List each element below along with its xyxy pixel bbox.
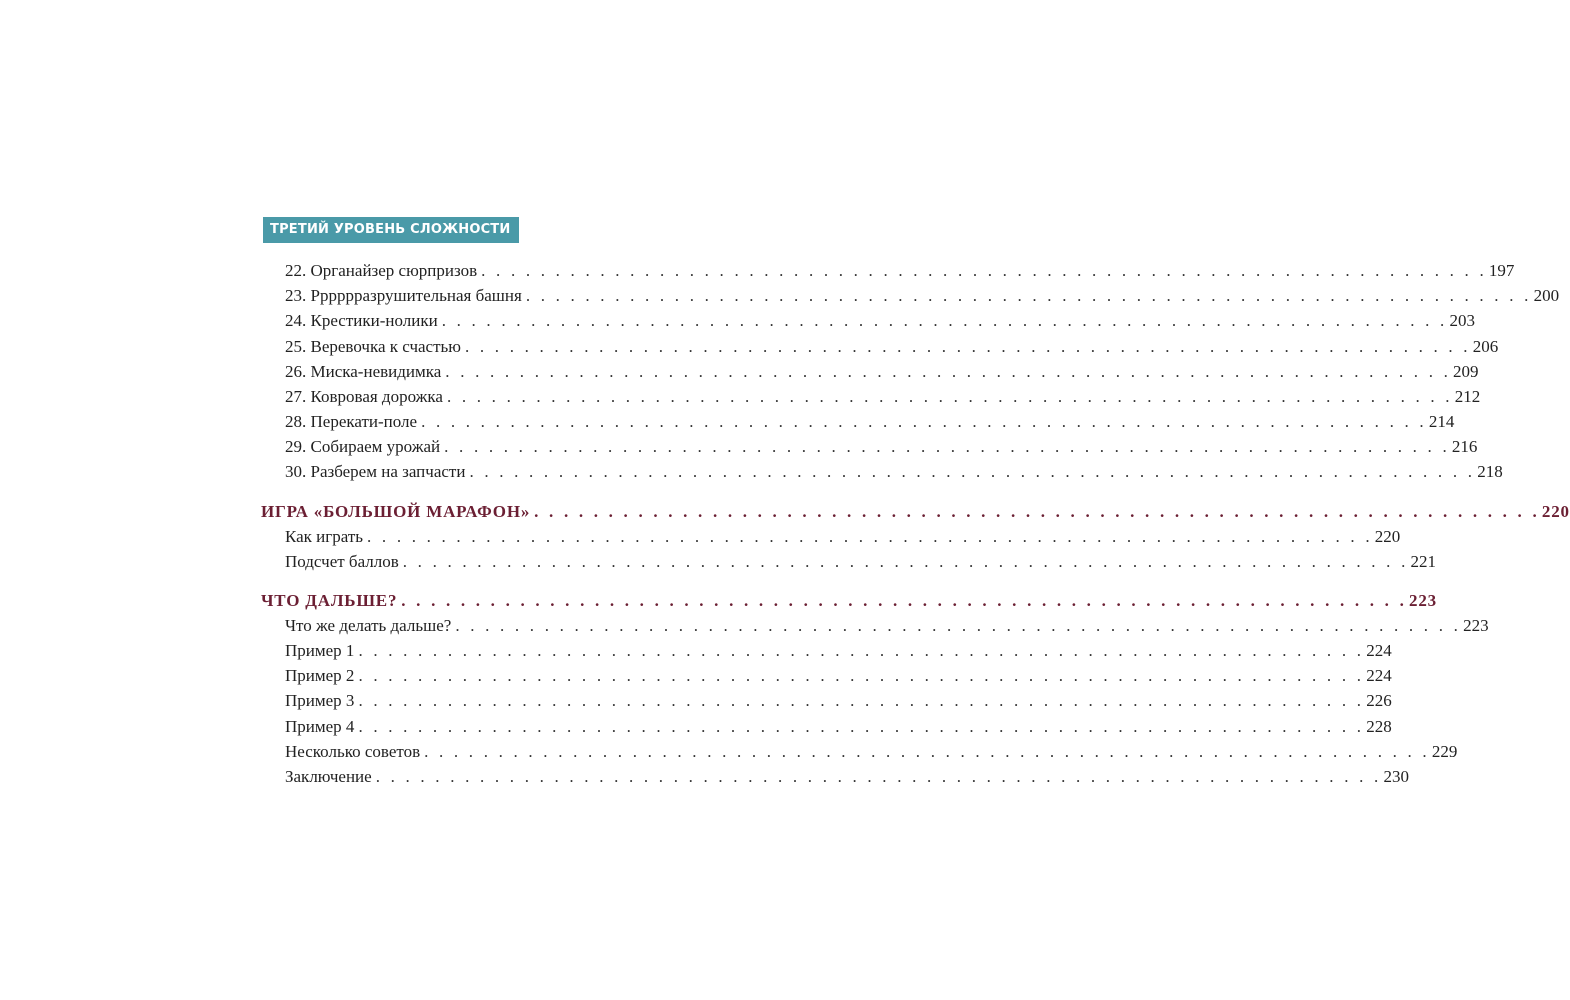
toc-section-page: 223 (1409, 591, 1437, 610)
toc-section-marathon[interactable] (261, 500, 1570, 524)
toc-item[interactable] (285, 259, 1515, 283)
toc-section-page: 220 (1541, 502, 1570, 521)
toc-item-label: Пример 2 (285, 666, 355, 685)
toc-section-title: ИГРА «БОЛЬШОЙ МАРАФОН» (261, 502, 531, 521)
leader-dots: . . . . . . . . . . . . . . . . . . . . . . . . . . . . . . . . . . . . . . . . . . . . . . . . . . . . . . . . . . . . . . . . . . . . (358, 717, 1365, 736)
leader-dots: . . . . . . . . . . . . . . . . . . . . . . . . . . . . . . . . . . . . . . . . . . . . . . . . . . . . . . . . . . . . . . . . . . . . (402, 552, 1409, 571)
toc-item-page: 197 (1488, 261, 1515, 280)
toc-item-page: 218 (1477, 462, 1503, 481)
toc-item[interactable] (285, 740, 1458, 764)
leader-dots: . . . . . . . . . . . . . . . . . . . . . . . . . . . . . . . . . . . . . . . . . . . . . . . . . . . . . . . . . . . . . . . . . . . . (481, 261, 1487, 280)
toc-item-label: 28. Перекати-поле (285, 412, 418, 431)
toc-item-page: 220 (1374, 527, 1401, 546)
toc-item[interactable] (285, 550, 1437, 574)
leader-dots: . . . . . . . . . . . . . . . . . . . . . . . . . . . . . . . . . . . . . . . . . . . . . . . . . . . . . . . . . . . . . . . . . . . . (465, 337, 1471, 356)
toc-item-page: 226 (1366, 691, 1392, 710)
toc-item-label: Заключение (285, 767, 372, 786)
leader-dots: . . . . . . . . . . . . . . . . . . . . . . . . . . . . . . . . . . . . . . . . . . . . . . . . . . . . . . . . . . . . . . . . . . . . (375, 767, 1382, 786)
leader-dots: . . . . . . . . . . . . . . . . . . . . . . . . . . . . . . . . . . . . . . . . . . . . . . . . . . . . . . . . . . . . . . . . . . . . (441, 311, 1448, 330)
leader-dots: . . . . . . . . . . . . . . . . . . . . . . . . . . . . . . . . . . . . . . . . . . . . . . . . . . . . . . . . . . . . . . . . . . . . (421, 412, 1427, 431)
toc-item-page: 203 (1449, 311, 1475, 330)
toc-item[interactable] (285, 689, 1392, 713)
toc-item-page: 224 (1366, 666, 1392, 685)
toc-section-next[interactable] (261, 589, 1437, 613)
toc-item-label: 23. Рррррразрушительная башня (285, 286, 522, 305)
toc-item-label: 25. Веревочка к счастью (285, 337, 461, 356)
toc-item[interactable] (285, 765, 1409, 789)
toc-item[interactable] (285, 460, 1503, 484)
leader-dots: . . . . . . . . . . . . . . . . . . . . . . . . . . . . . . . . . . . . . . . . . . . . . . . . . . . . . . . . . . . . . . . . . . . . (445, 362, 1452, 381)
toc-item-page: 212 (1454, 387, 1481, 406)
toc-item-label: Пример 1 (285, 641, 355, 660)
leader-dots: . . . . . . . . . . . . . . . . . . . . . . . . . . . . . . . . . . . . . . . . . . . . . . . . . . . . . . . . . . . . . . . . . . . . (424, 742, 1430, 761)
leader-dots: . . . . . . . . . . . . . . . . . . . . . . . . . . . . . . . . . . . . . . . . . . . . . . . . . . . . . . . . . . . . . . . . . . . . (446, 387, 1453, 406)
toc-item-label: 27. Ковровая дорожка (285, 387, 443, 406)
toc-item-label: 29. Собираем урожай (285, 437, 441, 456)
toc-item-page: 223 (1463, 616, 1489, 635)
toc-item-page: 229 (1431, 742, 1458, 761)
leader-dots: . . . . . . . . . . . . . . . . . . . . . . . . . . . . . . . . . . . . . . . . . . . . . . . . . . . . . . . . . . . . . . . . . . . . (525, 286, 1532, 305)
toc-item[interactable] (285, 664, 1392, 688)
toc-item-page: 209 (1453, 362, 1479, 381)
toc-item[interactable] (285, 639, 1392, 663)
toc-item-page: 200 (1533, 286, 1560, 305)
toc-item[interactable] (285, 435, 1478, 459)
toc-item-label: Пример 3 (285, 691, 355, 710)
toc-item[interactable] (285, 309, 1475, 333)
leader-dots: . . . . . . . . . . . . . . . . . . . . . . . . . . . . . . . . . . . . . . . . . . . . . . . . . . . . . . . . . . . . . . . . . . . . (358, 666, 1365, 685)
toc-item-page: 224 (1366, 641, 1392, 660)
toc-item-label: 30. Разберем на запчасти (285, 462, 466, 481)
toc-item-label: 22. Органайзер сюрпризов (285, 261, 478, 280)
toc-item[interactable] (285, 284, 1560, 308)
leader-dots: . . . . . . . . . . . . . . . . . . . . . . . . . . . . . . . . . . . . . . . . . . . . . . . . . . . . . . . . . . . . . . . . . . . . (534, 502, 1540, 521)
toc-item-page: 216 (1451, 437, 1478, 456)
leader-dots: . . . . . . . . . . . . . . . . . . . . . . . . . . . . . . . . . . . . . . . . . . . . . . . . . . . . . . . . . . . . . . . . . . . . (455, 616, 1462, 635)
leader-dots: . . . . . . . . . . . . . . . . . . . . . . . . . . . . . . . . . . . . . . . . . . . . . . . . . . . . . . . . . . . . . . . . . . . . (358, 691, 1365, 710)
toc-item-page: 214 (1428, 412, 1455, 431)
toc-item[interactable] (285, 385, 1481, 409)
leader-dots: . . . . . . . . . . . . . . . . . . . . . . . . . . . . . . . . . . . . . . . . . . . . . . . . . . . . . . . . . . . . . . . . . . . . (358, 641, 1365, 660)
toc-item-label: 24. Крестики-нолики (285, 311, 438, 330)
toc-item-page: 221 (1410, 552, 1437, 571)
leader-dots: . . . . . . . . . . . . . . . . . . . . . . . . . . . . . . . . . . . . . . . . . . . . . . . . . . . . . . . . . . . . . . . . . . . . (401, 591, 1408, 610)
toc-item-page: 230 (1383, 767, 1409, 786)
toc-item[interactable] (285, 525, 1401, 549)
toc-section-title: ЧТО ДАЛЬШЕ? (261, 591, 398, 610)
level-banner: ТРЕТИЙ УРОВЕНЬ СЛОЖНОСТИ (263, 217, 519, 243)
leader-dots: . . . . . . . . . . . . . . . . . . . . . . . . . . . . . . . . . . . . . . . . . . . . . . . . . . . . . . . . . . . . . . . . . . . . (367, 527, 1373, 546)
leader-dots: . . . . . . . . . . . . . . . . . . . . . . . . . . . . . . . . . . . . . . . . . . . . . . . . . . . . . . . . . . . . . . . . . . . . (469, 462, 1476, 481)
toc-item[interactable] (285, 335, 1499, 359)
toc-item-page: 228 (1366, 717, 1392, 736)
toc-item-label: Несколько советов (285, 742, 421, 761)
toc-item-label: Как играть (285, 527, 364, 546)
toc-item[interactable] (285, 410, 1455, 434)
toc-item-label: Подсчет баллов (285, 552, 399, 571)
toc-item-label: Пример 4 (285, 717, 355, 736)
toc-item-page: 206 (1472, 337, 1499, 356)
leader-dots: . . . . . . . . . . . . . . . . . . . . . . . . . . . . . . . . . . . . . . . . . . . . . . . . . . . . . . . . . . . . . . . . . . . . (444, 437, 1450, 456)
toc-item[interactable] (285, 715, 1392, 739)
toc-item[interactable] (285, 614, 1489, 638)
toc-item[interactable] (285, 360, 1479, 384)
toc-item-label: Что же делать дальше? (285, 616, 452, 635)
toc-item-label: 26. Миска-невидимка (285, 362, 442, 381)
